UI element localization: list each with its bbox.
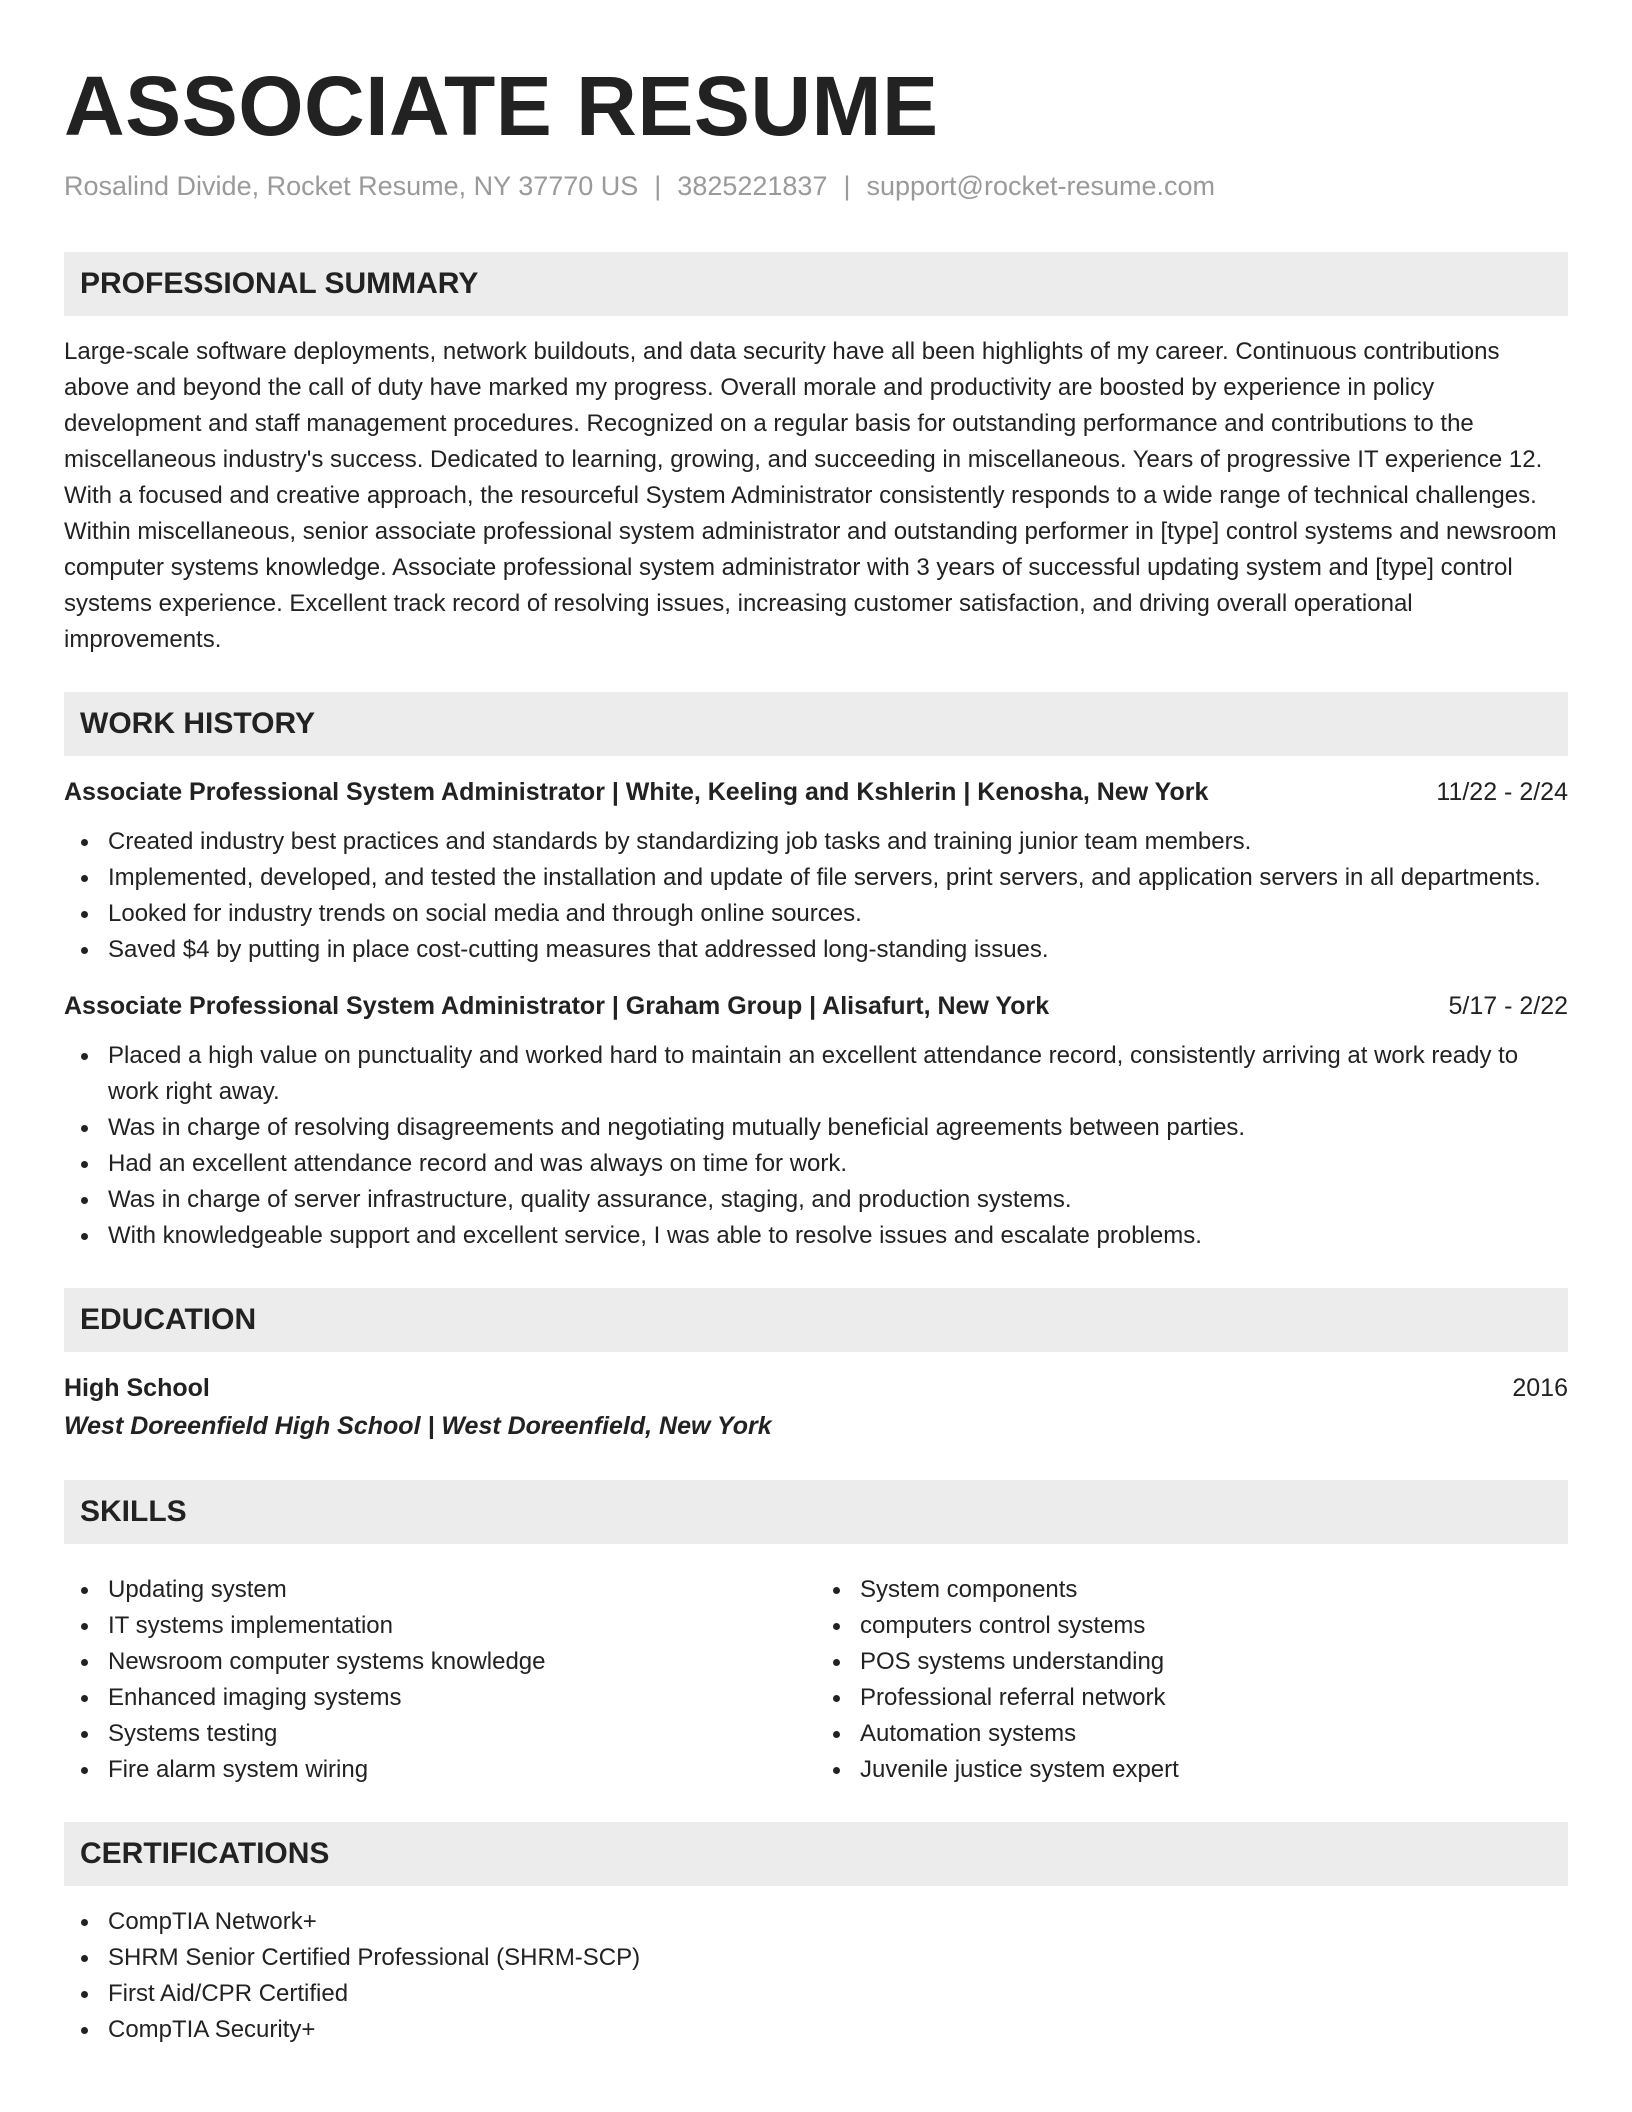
job-entry [64,774,1568,968]
skill-item: POS systems understanding [816,1644,1568,1680]
job-bullet: Looked for industry trends on social media and through online sources. [64,896,1568,932]
job-header [64,774,1568,810]
certifications-heading: CERTIFICATIONS [64,1822,1568,1886]
skill-item: IT systems implementation [64,1608,816,1644]
skill-item: Professional referral network [816,1680,1568,1716]
work-history-heading: WORK HISTORY [64,692,1568,756]
job-bullet: Placed a high value on punctuality and worked hard to maintain an excellent attendance record, consistently arriving at work ready to work right away. [64,1038,1568,1110]
certifications-list [64,1904,1568,2048]
skill-item: Systems testing [64,1716,816,1752]
job-dates: 11/22 - 2/24 [1436,778,1568,807]
job-bullets [64,824,1568,968]
summary-text: Large-scale software deployments, network buildouts, and data security have all been highlights of my career. Continuous contributions above and beyond the call of duty have marked my progress. Overall morale and productivity are boosted by experience in policy development and staff management procedures. Recognized on a regular basis for outstanding performance and contributions to the miscellaneous industry's success. Dedicated to learning, growing, and succeeding in miscellaneous. Years of progressive IT experience 12. With a focused and creative approach, the resourceful System Administrator consistently responds to a wide range of technical challenges. Within miscellaneous, senior associate professional system administrator and outstanding performer in [type] control systems and newsroom computer systems knowledge. Associate professional system administrator with 3 years of successful updating system and [type] control systems experience. Excellent track record of resolving issues, increasing customer satisfaction, and driving overall operational improvements. [64,338,1557,654]
skills-grid [64,1562,1568,1788]
contact-separator: | [843,171,851,201]
skill-item: Updating system [64,1572,816,1608]
skills-section [64,1480,1568,1788]
skills-column-right [816,1572,1568,1788]
certification-item: CompTIA Network+ [64,1904,1568,1940]
contact-address: Rosalind Divide, Rocket Resume, NY 37770 US [64,171,639,201]
skills-heading: SKILLS [64,1480,1568,1544]
skill-item: computers control systems [816,1608,1568,1644]
job-bullets [64,1038,1568,1254]
contact-email: support@rocket-resume.com [866,171,1216,201]
job-bullet: With knowledgeable support and excellent service, I was able to resolve issues and escalate problems. [64,1218,1568,1254]
skill-item: Automation systems [816,1716,1568,1752]
skill-item: System components [816,1572,1568,1608]
education-degree: High School [64,1374,210,1403]
education-school: West Doreenfield High School | West Doreenfield, New York [64,1412,772,1441]
skill-item: Newsroom computer systems knowledge [64,1644,816,1680]
education-year: 2016 [1512,1374,1568,1403]
job-entry [64,988,1568,1254]
skill-item: Juvenile justice system expert [816,1752,1568,1788]
skill-item: Fire alarm system wiring [64,1752,816,1788]
job-bullet: Had an excellent attendance record and was always on time for work. [64,1146,1568,1182]
education-section [64,1288,1568,1446]
job-dates: 5/17 - 2/22 [1448,992,1568,1021]
job-bullet: Implemented, developed, and tested the installation and update of file servers, print servers, and application servers in all departments. [64,860,1568,896]
contact-line [64,170,1568,202]
job-bullet: Was in charge of server infrastructure, quality assurance, staging, and production systems. [64,1182,1568,1218]
work-history-section [64,692,1568,1254]
certification-item: CompTIA Security+ [64,2012,1568,2048]
job-bullet: Was in charge of resolving disagreements and negotiating mutually beneficial agreements between parties. [64,1110,1568,1146]
contact-phone: 3825221837 [677,171,828,201]
skills-column-left [64,1572,816,1788]
summary-section [64,252,1568,658]
resume-title: ASSOCIATE RESUME [64,59,939,153]
job-title: Associate Professional System Administrator | White, Keeling and Kshlerin | Kenosha, New York [64,778,1209,807]
certifications-section [64,1822,1568,2048]
summary-heading: PROFESSIONAL SUMMARY [64,252,1568,316]
education-heading: EDUCATION [64,1288,1568,1352]
contact-separator: | [654,171,662,201]
education-header [64,1370,1568,1406]
job-title: Associate Professional System Administrator | Graham Group | Alisafurt, New York [64,992,1050,1021]
skill-item: Enhanced imaging systems [64,1680,816,1716]
job-header [64,988,1568,1024]
certification-item: First Aid/CPR Certified [64,1976,1568,2012]
certification-item: SHRM Senior Certified Professional (SHRM-SCP) [64,1940,1568,1976]
job-bullet: Saved $4 by putting in place cost-cutting measures that addressed long-standing issues. [64,932,1568,968]
job-bullet: Created industry best practices and standards by standardizing job tasks and training junior team members. [64,824,1568,860]
